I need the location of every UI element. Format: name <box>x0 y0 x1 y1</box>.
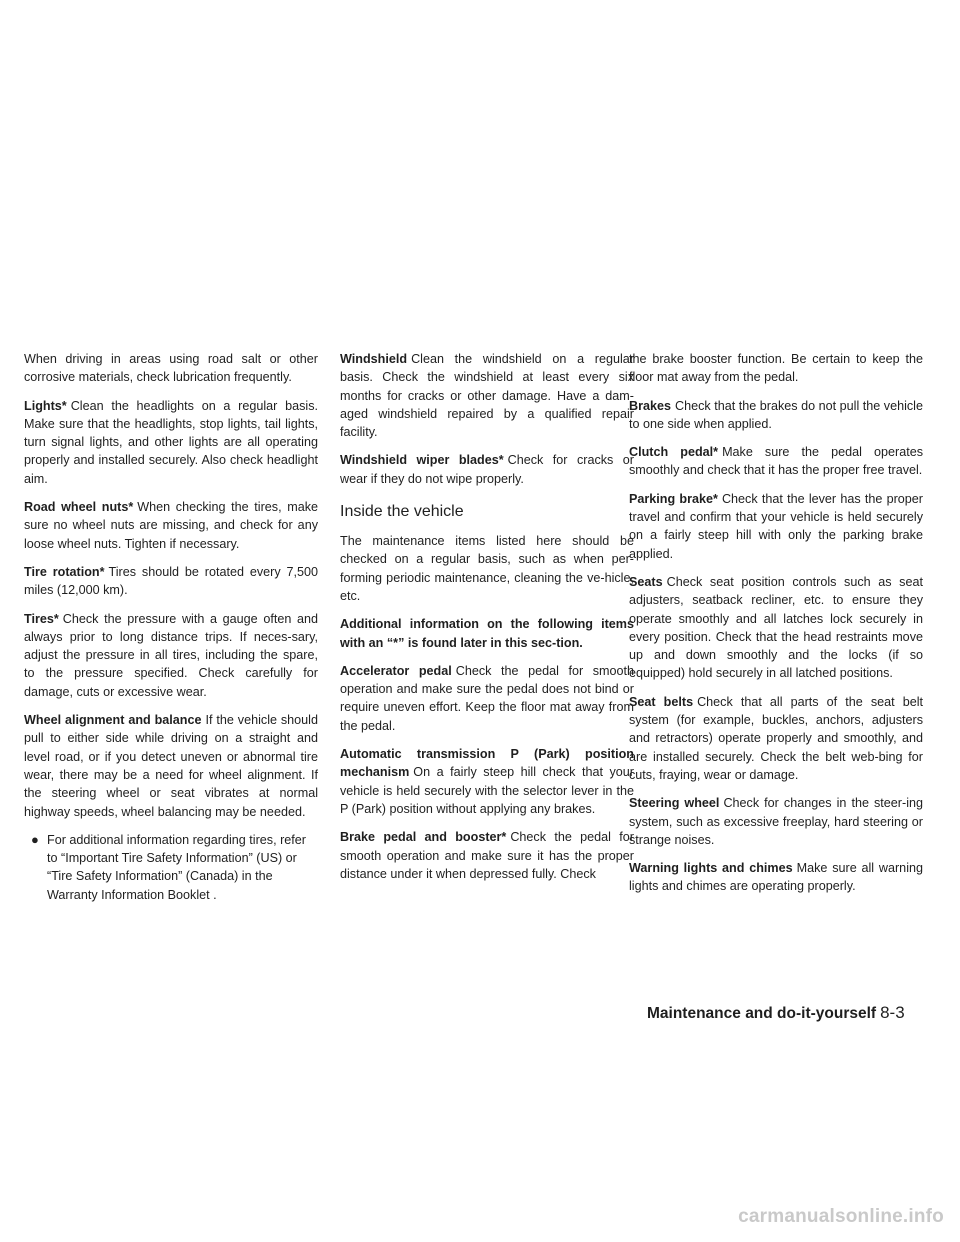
steering-wheel-text: Check for changes in the steer-ing system, such as excessive freeplay, hard steering or strange noises. <box>629 796 923 847</box>
section-heading: Inside the vehicle <box>340 503 464 521</box>
page-footer <box>647 1003 905 1023</box>
seats-term: Seats <box>629 574 663 589</box>
transmission-park-term: Automatic transmission P (Park) position mechanism <box>340 747 634 780</box>
lights-text: Clean the headlights on a regular basis. Make sure that the headlights, stop lights, tail lights, turn signal lights, and other lights are all operating properly and installed securely. Also check headlight aim. <box>24 398 318 486</box>
parking-brake-term: Parking brake* <box>629 491 718 506</box>
column-right <box>629 350 923 906</box>
transmission-park-paragraph <box>340 745 634 818</box>
bullet-icon: ● <box>31 831 39 847</box>
wheel-alignment-text: If the vehicle should pull to either side while driving on a straight and level road, or if you detect uneven or abnormal tire wear, there may be a need for wheel alignment. If the steering wheel or seat vibrates at normal highway speeds, wheel balancing may be needed. <box>24 713 318 819</box>
seat-belts-paragraph <box>629 693 923 784</box>
road-wheel-nuts-text: When checking the tires, make sure no wheel nuts are missing, and check for any loose wheel nuts. Tighten if necessary. <box>24 500 318 551</box>
column-middle <box>340 350 634 893</box>
windshield-term: Windshield <box>340 352 408 366</box>
clutch-pedal-paragraph <box>629 443 923 480</box>
tires-text: Check the pressure with a gauge often and always prior to long distance trips. If neces-sary, adjust the pressure in all tires, including the spare, to the pressure specified. Check carefully for damage, cuts or excessive wear. <box>24 611 318 699</box>
wiper-blades-paragraph <box>340 451 634 488</box>
lights-term: Lights* <box>24 398 67 413</box>
steering-wheel-paragraph <box>629 794 923 849</box>
brake-pedal-paragraph <box>340 828 634 883</box>
windshield-paragraph <box>340 350 634 441</box>
accelerator-pedal-text: Check the pedal for smooth operation and make sure the pedal does not bind or require uneven effort. Keep the floor mat away from the pedal. <box>340 663 634 733</box>
brake-continued-paragraph: the brake booster function. Be certain to keep the floor mat away from the pedal. <box>629 352 923 385</box>
wheel-alignment-term: Wheel alignment and balance <box>24 713 202 728</box>
seats-paragraph <box>629 573 923 683</box>
wiper-blades-term: Windshield wiper blades* <box>340 453 504 468</box>
brakes-paragraph <box>629 397 923 434</box>
clutch-pedal-text: Make sure the pedal operates smoothly and check that it has the proper free travel. <box>629 445 923 478</box>
steering-wheel-term: Steering wheel <box>629 796 720 811</box>
page-number: 8-3 <box>880 1003 905 1022</box>
brakes-term: Brakes <box>629 398 672 413</box>
lights-paragraph <box>24 397 318 488</box>
wheel-alignment-paragraph <box>24 711 318 821</box>
road-wheel-nuts-paragraph <box>24 498 318 553</box>
warning-lights-term: Warning lights and chimes <box>629 861 793 876</box>
tire-rotation-term: Tire rotation* <box>24 564 105 579</box>
accelerator-pedal-term: Accelerator pedal <box>340 663 452 678</box>
intro-paragraph: When driving in areas using road salt or other corrosive materials, check lubrication frequently. <box>24 352 318 385</box>
brakes-text: Check that the brakes do not pull the vehicle to one side when applied. <box>629 398 923 431</box>
tires-paragraph <box>24 610 318 701</box>
road-wheel-nuts-term: Road wheel nuts* <box>24 500 134 515</box>
column-left <box>24 350 318 914</box>
tire-info-bullet <box>24 831 318 904</box>
tires-term: Tires* <box>24 611 59 626</box>
parking-brake-text: Check that the lever has the proper travel and confirm that your vehicle is held securely on a fairly steep hill with only the parking brake applied. <box>629 491 924 561</box>
tire-info-bullet-text: For additional information regarding tires, refer to “Important Tire Safety Information” (US) or “Tire Safety Information” (Canada) in the Warranty Information Booklet . <box>47 832 306 902</box>
footer-title: Maintenance and do-it-yourself <box>647 1005 877 1022</box>
clutch-pedal-term: Clutch pedal* <box>629 445 719 460</box>
transmission-park-text: On a fairly steep hill check that your vehicle is held securely with the selector lever in the P (Park) position without applying any brakes. <box>340 765 634 816</box>
seat-belts-term: Seat belts <box>629 694 694 709</box>
brake-pedal-term: Brake pedal and booster* <box>340 830 507 845</box>
watermark: carmanualsonline.info <box>738 1206 944 1227</box>
warning-lights-text: Make sure all warning lights and chimes are operating properly. <box>629 861 923 894</box>
warning-lights-paragraph <box>629 859 923 896</box>
windshield-text: Clean the windshield on a regular basis. Check the windshield at least every six months for cracks or other damage. Have a dam-aged windshield repaired by a qualified repair facility. <box>340 352 634 440</box>
section-intro: The maintenance items listed here should be checked on a regular basis, such as when per-forming periodic maintenance, cleaning the ve-hicle, etc. <box>340 534 634 603</box>
brake-pedal-text: Check the pedal for smooth operation and make sure it has the proper distance under it when depressed fully. Check <box>340 830 634 881</box>
seat-belts-text: Check that all parts of the seat belt system (for example, buckles, anchors, adjusters and retractors) operate properly and smoothly, and are installed securely. Check the belt web-bing for cuts, fraying, wear or damage. <box>629 694 923 782</box>
wiper-blades-text: Check for cracks or wear if they do not wipe properly. <box>340 453 634 486</box>
tire-rotation-paragraph <box>24 563 318 600</box>
parking-brake-paragraph <box>629 490 923 563</box>
additional-info-note: Additional information on the following items with an “*” is found later in this sec-tion. <box>340 617 634 650</box>
accelerator-pedal-paragraph <box>340 662 634 735</box>
tire-rotation-text: Tires should be rotated every 7,500 miles (12,000 km). <box>24 564 319 598</box>
seats-text: Check seat position controls such as seat adjusters, seatback recliner, etc. to ensure they operate smoothly and all latches lock securely in every position. Check that the head restraints move up and down smoothly and the locks (if so equipped) hold securely in all latched positions. <box>629 574 923 681</box>
